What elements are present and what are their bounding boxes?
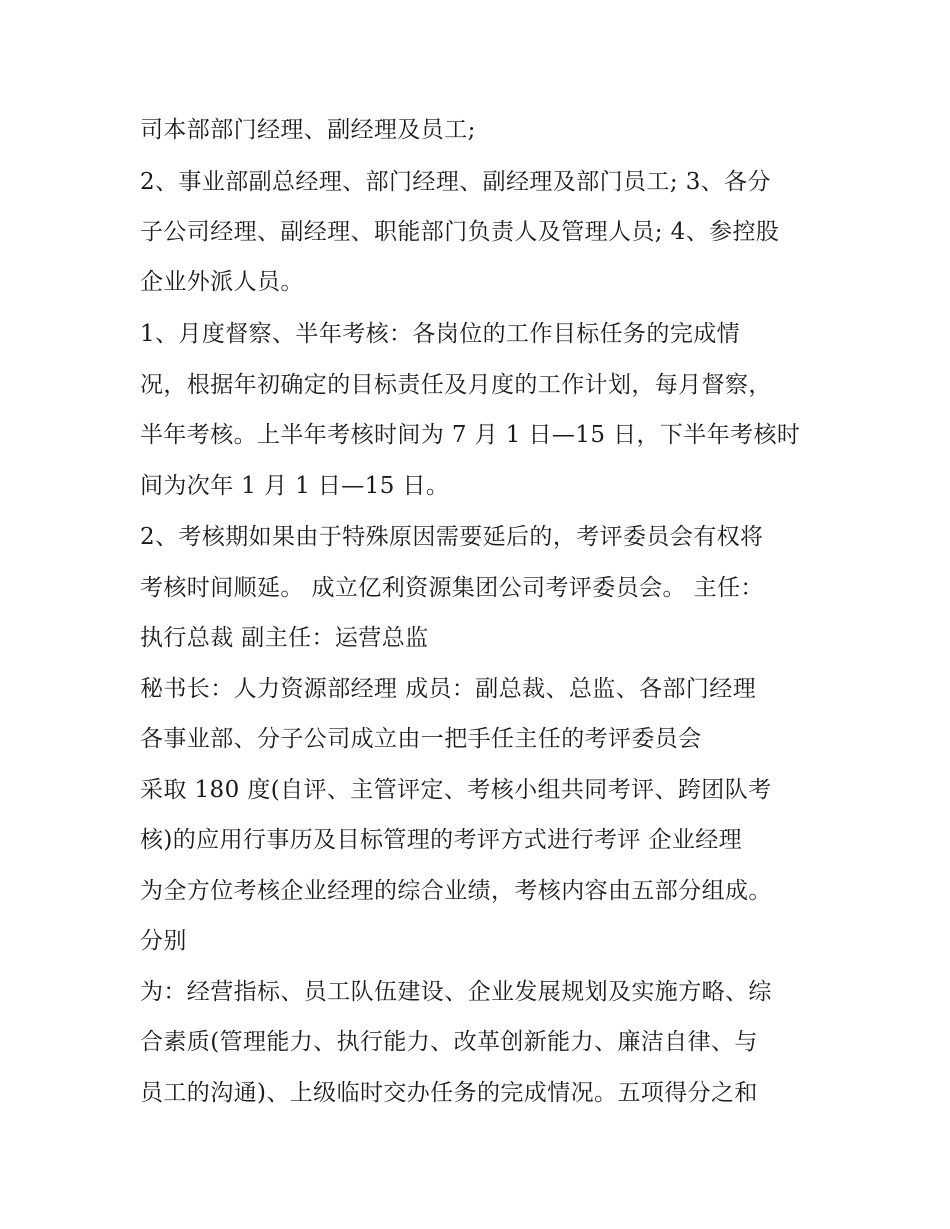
text-line: 采取 180 度(自评、主管评定、考核小组共同考评、跨团队考 <box>140 777 772 803</box>
text-line: 合素质(管理能力、执行能力、改革创新能力、廉洁自律、与 <box>140 1029 758 1055</box>
text-line: 况，根据年初确定的目标责任及月度的工作计划，每月督察， <box>140 372 772 398</box>
text-line: 2、考核期如果由于特殊原因需要延后的，考评委员会有权将 <box>140 524 764 550</box>
text-line: 企业外派人员。 <box>140 269 304 295</box>
text-line: 分别 <box>140 928 187 954</box>
text-line: 考核时间顺延。 成立亿利资源集团公司考评委员会。 主任： <box>140 575 764 601</box>
text-line: 2、事业部副总经理、部门经理、副经理及部门员工; 3、各分 <box>140 169 771 195</box>
text-line: 间为次年 1 月 1 日—15 日。 <box>140 473 450 499</box>
text-line: 为：经营指标、员工队伍建设、企业发展规划及实施方略、综 <box>140 979 772 1005</box>
text-line: 执行总裁 副主任：运营总监 <box>140 625 429 651</box>
text-line: 各事业部、分子公司成立由一把手任主任的考评委员会 <box>140 726 702 752</box>
text-line: 司本部部门经理、副经理及员工; <box>140 117 476 143</box>
text-line: 秘书长：人力资源部经理 成员：副总裁、总监、各部门经理 <box>140 676 757 702</box>
text-line: 员工的沟通)、上级临时交办任务的完成情况。五项得分之和 <box>140 1080 758 1106</box>
text-line: 半年考核。上半年考核时间为 7 月 1 日—15 日，下半年考核时 <box>140 422 801 448</box>
text-line: 核)的应用行事历及目标管理的考评方式进行考评 企业经理 <box>140 827 743 853</box>
text-line: 子公司经理、副经理、职能部门负责人及管理人员; 4、参控股 <box>140 219 780 245</box>
text-line: 为全方位考核企业经理的综合业绩，考核内容由五部分组成。 <box>140 878 772 904</box>
text-line: 1、月度督察、半年考核：各岗位的工作目标任务的完成情 <box>140 321 741 347</box>
